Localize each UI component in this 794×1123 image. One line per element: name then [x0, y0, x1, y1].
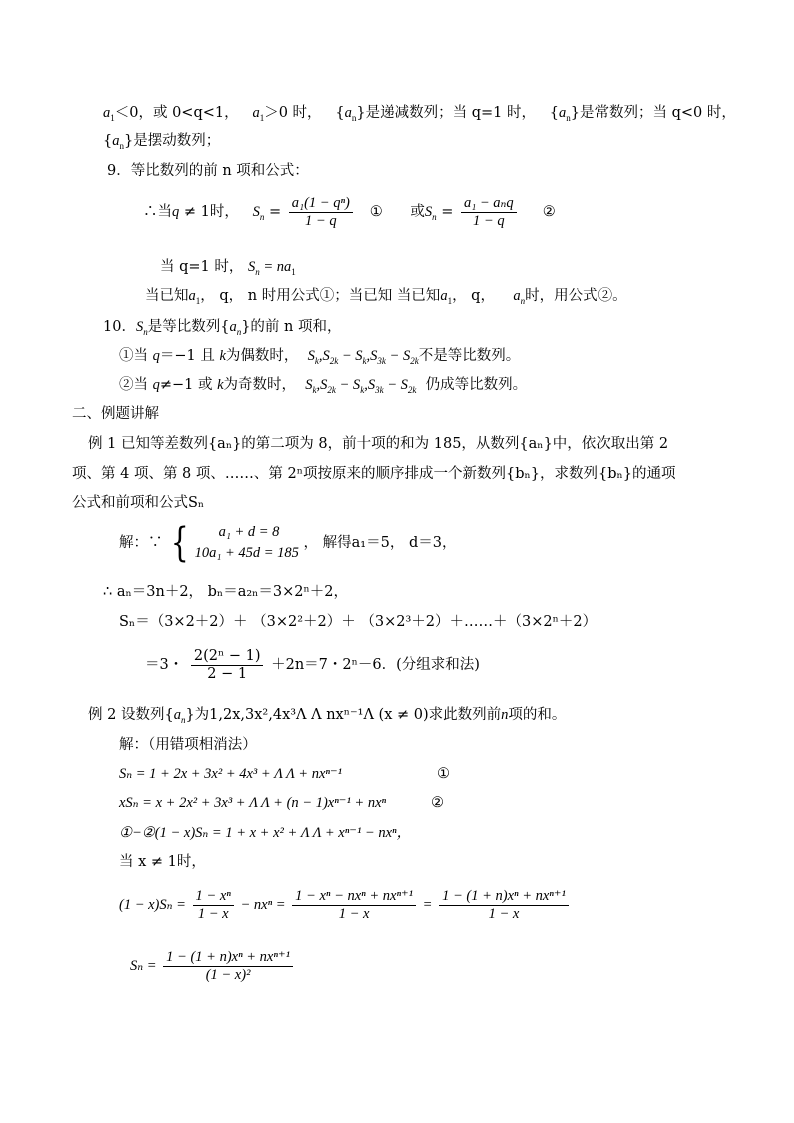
circled-two: ②: [542, 204, 556, 220]
example-2-eq-2-mark: ②: [431, 795, 444, 811]
example-2-eq-2: xSₙ = x + 2x² + 3x³ + Λ Λ + (n − 1)xⁿ⁻¹ + nxⁿ: [119, 795, 387, 811]
example-2-eq-diff: ①−②(1 − x)Sₙ = 1 + x + x² + Λ Λ + xⁿ⁻¹ − nxⁿ，: [119, 825, 412, 841]
example-1-line-1: 例 1 已知等差数列{aₙ}的第二项为 8，前十项的和为 185，从数列{aₙ}中，依次取出第 2: [88, 436, 669, 452]
example-2-final-sum: Sₙ = $\frac{\text{1 − (1 + n)xⁿ + nxⁿ⁺¹}}{\text{(1 − x)²}}$: [130, 947, 296, 985]
example-1-system: 解：∵ { a₁ + d = 8 10a₁ + 45d = 185 ， 解得a₁＝5， d＝3，: [119, 520, 457, 566]
section-10-heading: 10．$S_n$是等比数列$\{a_n\}$的前 n 项和，: [103, 319, 342, 337]
line-oscillating: $\{a_n\}$是摆动数列；: [103, 133, 221, 151]
example-1-line-3: 公式和前项和公式Sₙ: [72, 495, 205, 511]
case-q-equals-one: 当 q=1 时， $S_n = na_1$: [160, 259, 296, 277]
section-9-heading: 9．等比数列的前 n 项和公式：: [107, 163, 309, 179]
example-1-line-2: 项、第 4 项、第 8 项、……、第 2ⁿ项按原来的顺序排成一个新数列{bₙ}，求数列{bₙ}的通项: [72, 466, 676, 482]
section-examples-heading: 二、例题讲解: [72, 406, 159, 422]
line-monotonic-conditions: $a_1<0$，或 0<q<1， $a_1>0$ 时， $\{a_n\}$是递减数列；当 q=1 时， $\{a_n\}$是常数列；当 q<0 时，: [103, 105, 736, 123]
example-2-condition: 当 x ≠ 1时，: [119, 854, 206, 870]
property-10-1: ①当 q＝−1 且 k为偶数时， $S_k,S_{2k} - S_k,S_{3k} - S_{2k}$不是等比数列。: [119, 348, 521, 366]
example-2-statement: 例 2 设数列$\{a_n\}$为1,2x,3x²,4x³Λ Λ nxⁿ⁻¹Λ (x ≠ 0)求此数列前n项的和。: [88, 707, 567, 725]
example-2-eq-1-mark: ①: [437, 766, 450, 782]
example-1-sum-expansion: Sₙ＝（3×2＋2）＋ （3×2²＋2）＋ （3×2³＋2）＋……＋（3×2ⁿ＋2）: [119, 614, 598, 630]
example-2-derivation: (1 − x)Sₙ = $\frac{\text{1 − xⁿ}}{1 - x}$ − nxⁿ = $\frac{\text{1 − xⁿ − nxⁿ + nxⁿ⁺¹}}{1 - x}$ = $\frac{\text{1 − (1 + n)xⁿ + nxⁿ⁺¹}}{1 - x}$: [119, 886, 572, 924]
example-1-sum-result: ＝3・ $\frac{\text{2(2ⁿ − 1)}}{2 - 1}$ ＋2n＝7・2ⁿ－6．(分组求和法): [145, 647, 480, 682]
circled-one: ①: [369, 204, 383, 220]
formula-sum-geometric: ∴当q ≠ 1时， $S_n$ = $\frac{\text{a₁(1 − qⁿ)}}{1 - q}$ ① 或$S_n$ = $\frac{\text{a₁ − aₙq}}{1 - q}$ ②: [143, 194, 556, 229]
formula-usage-note: 当已知$a_1$， q， n 时用公式①；当已知 当已知$a_1$， q， $a_n$时，用公式②。: [145, 288, 627, 306]
example-1-general-term: ∴ aₙ＝3n＋2， bₙ＝a₂ₙ＝3×2ⁿ＋2，: [103, 584, 349, 600]
property-10-2: ②当 q≠−1 或 k为奇数时， $S_k,S_{2k} - S_k,S_{3k} - S_{2k}$ 仍成等比数列。: [119, 377, 528, 395]
example-2-solution-label: 解：（用错项相消法）: [119, 737, 257, 753]
example-2-eq-1: Sₙ = 1 + 2x + 3x² + 4x³ + Λ Λ + nxⁿ⁻¹: [119, 766, 342, 782]
